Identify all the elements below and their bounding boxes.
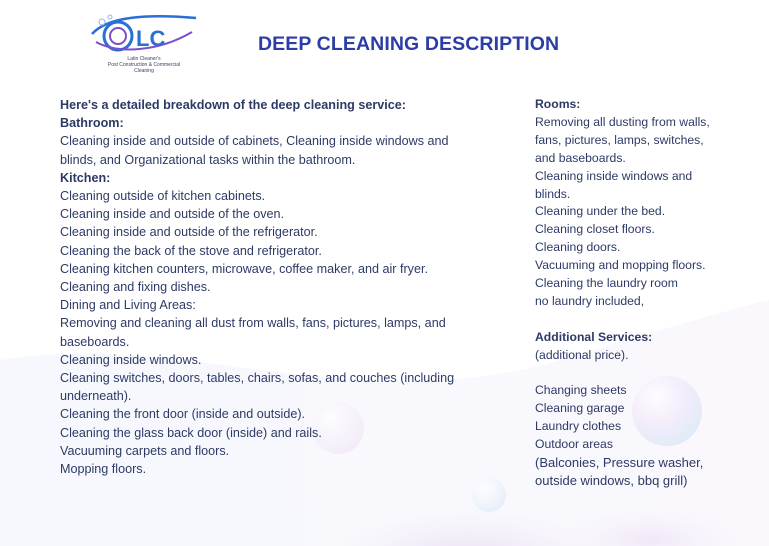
kitchen-line: Cleaning outside of kitchen cabinets. bbox=[60, 189, 266, 204]
outdoor-line: outside windows, bbq grill) bbox=[535, 473, 688, 488]
additional-line: Cleaning garage bbox=[535, 401, 625, 416]
rooms-line: Cleaning under the bed. bbox=[535, 204, 666, 219]
bubble-decoration bbox=[472, 478, 506, 512]
kitchen-line: Cleaning inside and outside of the refrigerator. bbox=[60, 225, 318, 240]
right-column bbox=[535, 96, 760, 490]
additional-price-note: (additional price). bbox=[535, 347, 629, 362]
spacer bbox=[535, 365, 760, 383]
kitchen-line: Cleaning kitchen counters, microwave, coffee maker, and air fryer. bbox=[60, 261, 428, 276]
rooms-line: and baseboards. bbox=[535, 150, 626, 165]
intro-heading: Here's a detailed breakdown of the deep cleaning service: bbox=[60, 98, 406, 112]
kitchen-line: Cleaning and fixing dishes. bbox=[60, 280, 211, 295]
rooms-line: Cleaning doors. bbox=[535, 240, 621, 255]
additional-line: Outdoor areas bbox=[535, 437, 613, 452]
dining-line: Vacuuming carpets and floors. bbox=[60, 443, 230, 458]
bathroom-heading: Bathroom: bbox=[60, 116, 124, 131]
dining-line: Removing and cleaning all dust from walls, fans, pictures, lamps, and bbox=[60, 316, 446, 331]
additional-line: Laundry clothes bbox=[535, 419, 622, 434]
dining-heading: Dining and Living Areas: bbox=[60, 298, 196, 313]
kitchen-heading: Kitchen: bbox=[60, 170, 111, 185]
rooms-line: Cleaning inside windows and bbox=[535, 168, 693, 183]
dining-line: baseboards. bbox=[60, 334, 130, 349]
rooms-line: Cleaning closet floors. bbox=[535, 222, 655, 237]
rooms-line: no laundry included, bbox=[535, 293, 645, 308]
dining-line: Cleaning switches, doors, tables, chairs, sofas, and couches (including bbox=[60, 371, 455, 386]
bathroom-line: Cleaning inside and outside of cabinets, Cleaning inside windows and bbox=[60, 134, 449, 149]
kitchen-line: Cleaning inside and outside of the oven. bbox=[60, 207, 285, 222]
dining-line: Mopping floors. bbox=[60, 462, 147, 477]
page-title: DEEP CLEANING DESCRIPTION bbox=[258, 33, 560, 55]
logo-text: LC bbox=[136, 26, 166, 51]
dining-line: Cleaning the front door (inside and outside). bbox=[60, 407, 306, 422]
kitchen-line: Cleaning the back of the stove and refrigerator. bbox=[60, 243, 322, 258]
rooms-line: Cleaning the laundry room bbox=[535, 276, 678, 291]
additional-services-heading: Additional Services: bbox=[535, 329, 653, 344]
dining-line: underneath). bbox=[60, 389, 132, 404]
company-logo bbox=[88, 12, 200, 84]
logo-mark bbox=[88, 12, 200, 56]
rooms-line: fans, pictures, lamps, switches, bbox=[535, 132, 704, 147]
rooms-line: Vacuuming and mopping floors. bbox=[535, 258, 706, 273]
rooms-line: Removing all dusting from walls, bbox=[535, 114, 710, 129]
spacer bbox=[535, 311, 760, 329]
rooms-line: blinds. bbox=[535, 186, 571, 201]
left-column bbox=[60, 96, 505, 478]
outdoor-line: (Balconies, Pressure washer, bbox=[535, 455, 704, 471]
rooms-heading: Rooms: bbox=[535, 97, 581, 111]
dining-line: Cleaning the glass back door (inside) and rails. bbox=[60, 425, 322, 440]
dining-line: Cleaning inside windows. bbox=[60, 352, 202, 367]
additional-line: Changing sheets bbox=[535, 383, 627, 398]
bathroom-line: blinds, and Organizational tasks within the bathroom. bbox=[60, 152, 356, 167]
logo-tagline: Latin Cleaner's Post Construction & Commercial Cleaning bbox=[107, 56, 181, 74]
